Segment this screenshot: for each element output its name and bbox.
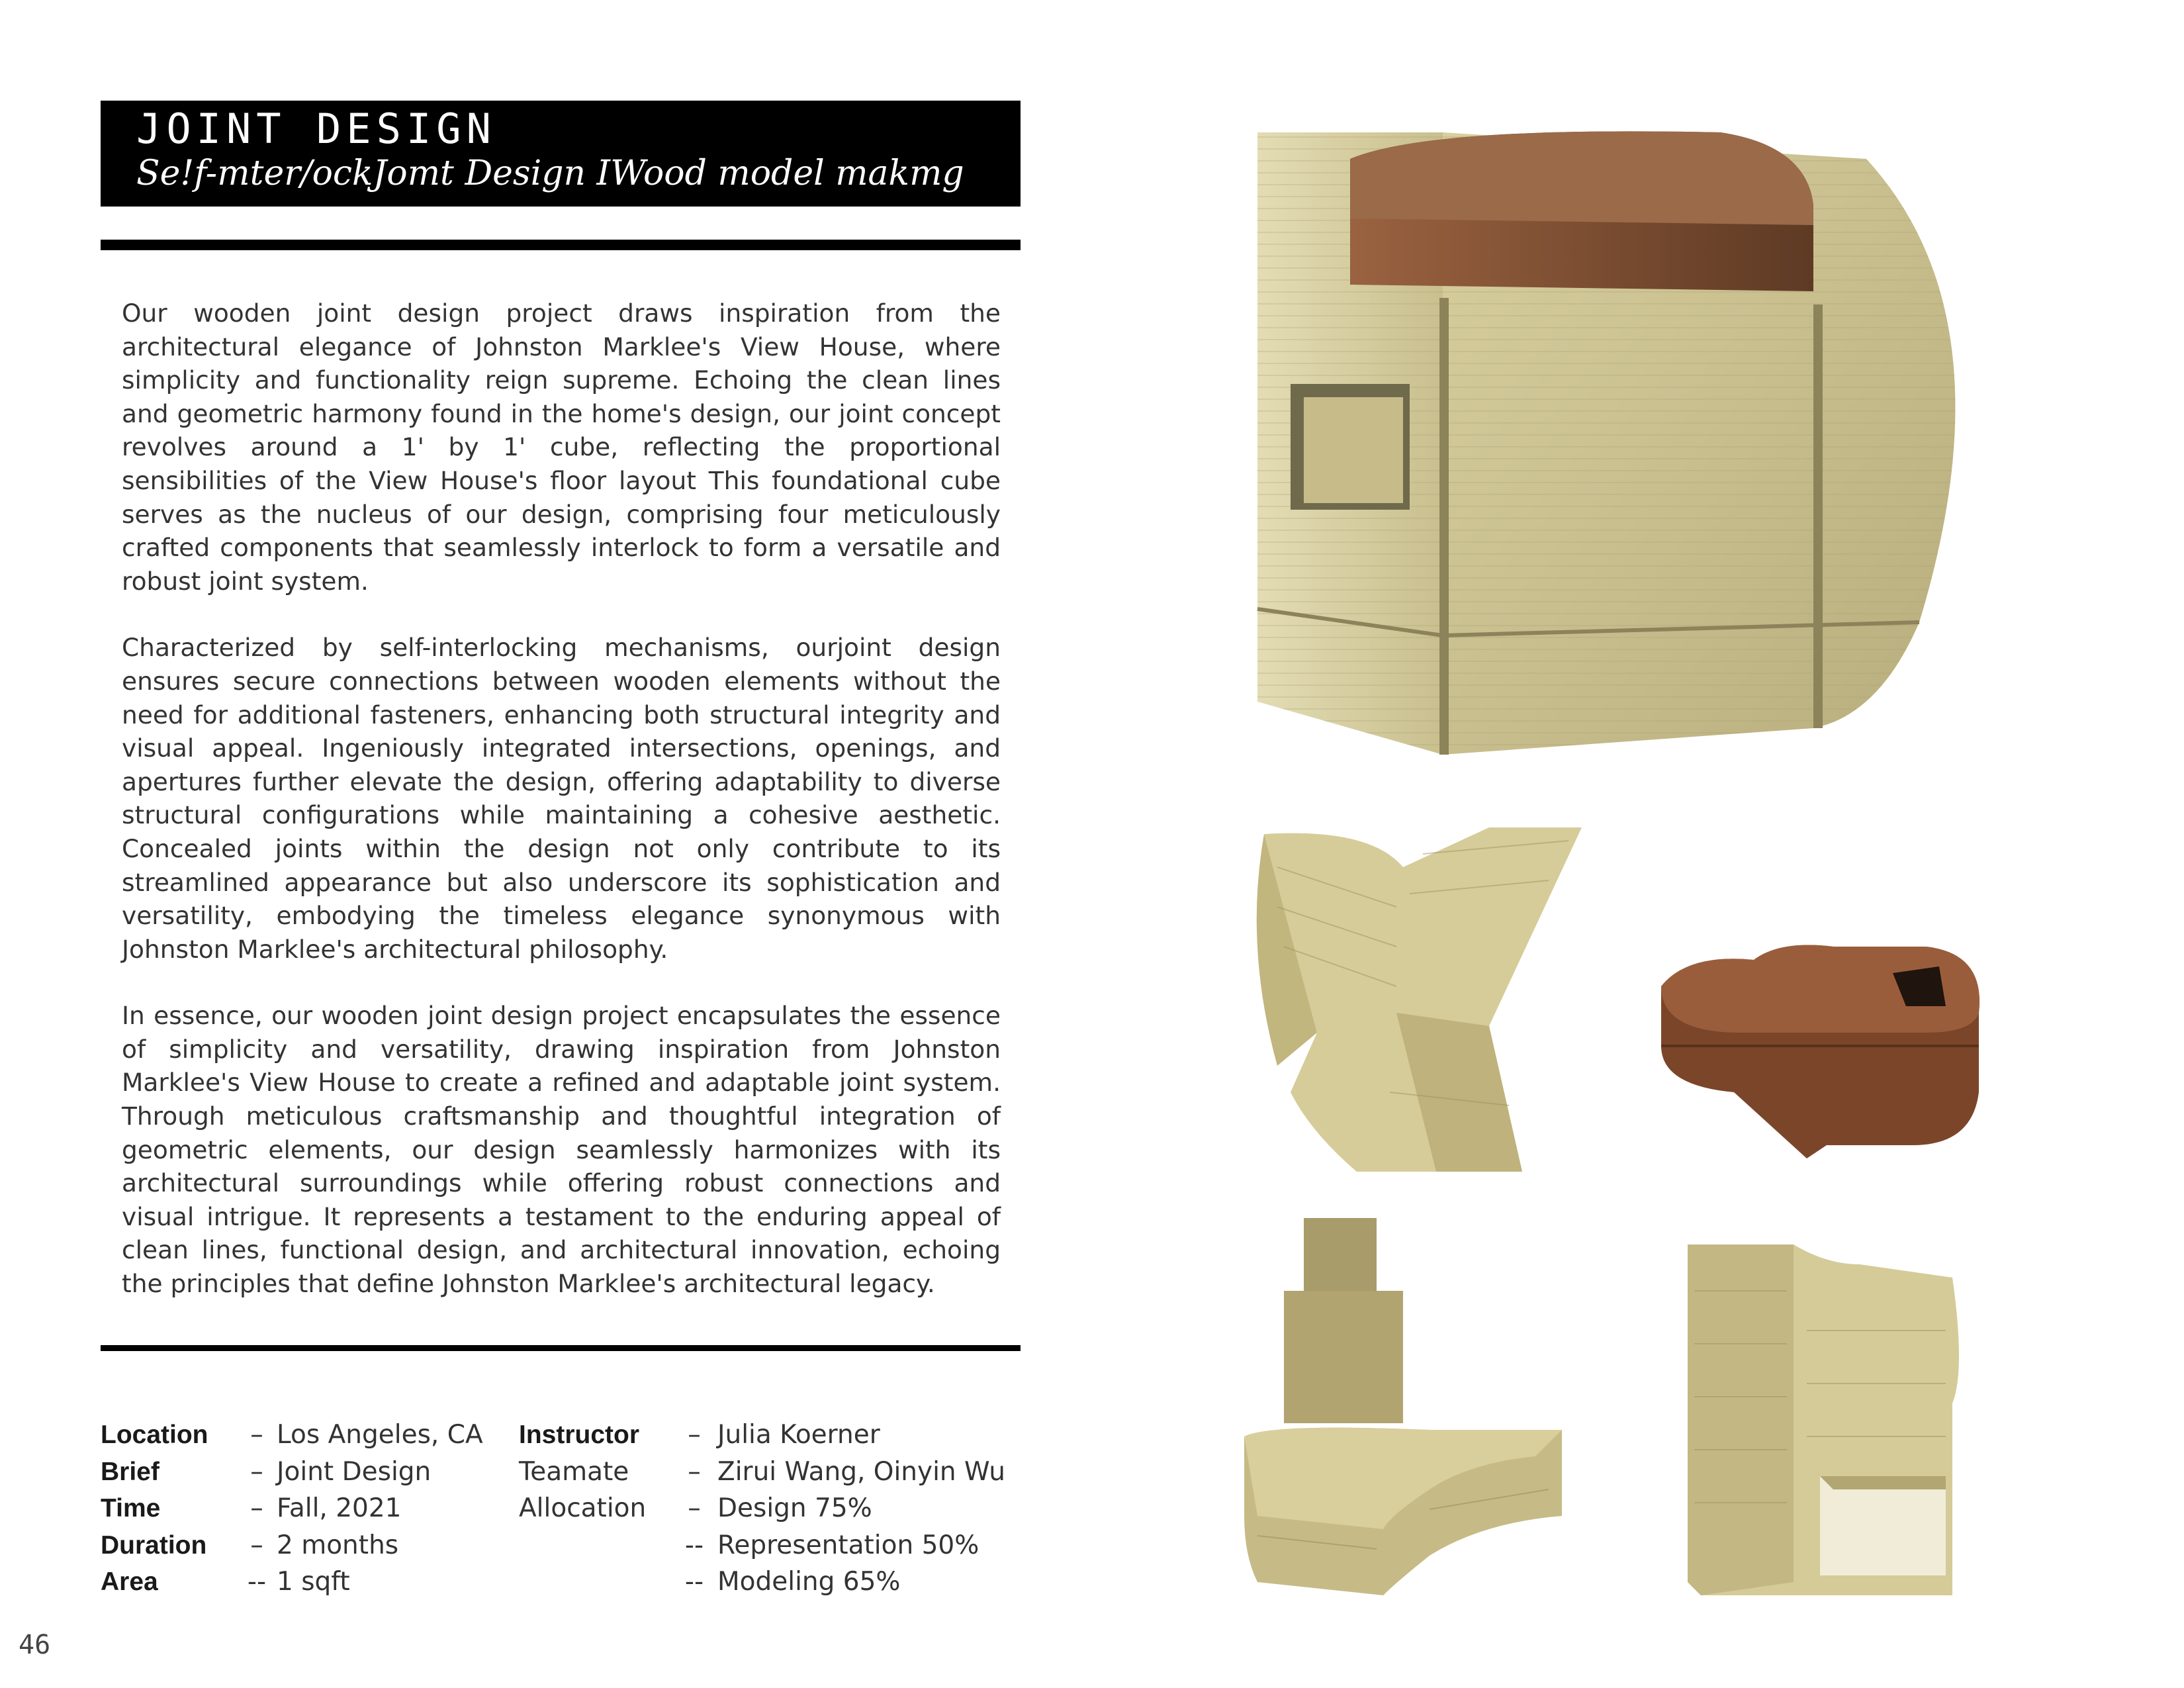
info-value: Representation 50% — [717, 1530, 979, 1560]
info-label: Instructor — [519, 1421, 640, 1449]
info-value: Joint Design — [277, 1456, 432, 1487]
info-dash: – — [688, 1420, 701, 1450]
info-dash: – — [688, 1456, 701, 1487]
info-label: Time — [101, 1494, 161, 1523]
info-label — [519, 1564, 671, 1601]
info-label: Location — [101, 1421, 208, 1449]
info-value: 1 sqft — [277, 1567, 350, 1597]
info-row-allocation — [519, 1490, 1005, 1527]
paragraph-3: In essence, our wooden joint design project encapsulates the essence of simplicity and versatility, drawing inspiration from Johnston Marklee's View House to create a refined and adaptable joint system. Through meticulous craftsmanship and thoughtful integration of geometric elements, our design seamlessly harmonizes with its architectural surroundings while offering robust connections and visual intrigue. It represents a testament to the enduring appeal of clean lines, functional design, and architectural innovation, echoing the principles that define Johnston Marklee's architectural legacy. — [122, 1001, 1001, 1299]
info-dash: – — [250, 1493, 263, 1523]
paragraph-1: Our wooden joint design project draws inspiration from the architectural elegance of Johnston Marklee's View House, where simplicity and functionality reign supreme. Echoing the clean lines and geometric harmony found in the home's design, our joint concept revolves around a 1' by 1' cube, reflecting the proportional sensibilities of the View House's floor layout This foundational cube serves as the nucleus of our design, comprising four meticulously crafted components that seamlessly interlock to form a versatile and robust joint system. — [122, 299, 1001, 596]
info-row-time — [101, 1490, 483, 1527]
info-row-modeling — [519, 1564, 1005, 1601]
info-row-brief — [101, 1454, 483, 1491]
info-dash: – — [250, 1530, 263, 1560]
project-info-left — [101, 1417, 483, 1601]
info-value: Design 75% — [717, 1493, 872, 1523]
bottom-divider — [101, 1345, 1021, 1351]
info-dash: – — [250, 1456, 263, 1487]
info-dash: -- — [247, 1567, 267, 1597]
info-row-representation — [519, 1527, 1005, 1564]
page-number: 46 — [19, 1630, 51, 1660]
paragraph-2: Characterized by self-interlocking mechanisms, ourjoint design ensures secure connections between wooden elements without the need for additional fasteners, enhancing both structural integrity and visual appeal. Ingeniously integrated intersections, openings, and apertures further elevate the design, offering adaptability to diverse structural configurations while maintaining a cohesive aesthetic. Concealed joints within the design not only contribute to its streamlined appearance but also underscore its sophistication and versatility, embodying the timeless elegance synonymous with Johnston Marklee's architectural philosophy. — [122, 633, 1001, 964]
info-label: Duration — [101, 1530, 207, 1560]
info-value: Los Angeles, CA — [277, 1420, 483, 1450]
info-value: Modeling 65% — [717, 1567, 901, 1597]
info-row-teamate — [519, 1454, 1005, 1491]
info-row-area — [101, 1564, 483, 1601]
page-subtitle: Se!f-mter/ockJomt Design IWood model makmg — [136, 154, 964, 193]
info-dash: – — [250, 1420, 263, 1450]
info-label: Allocation — [519, 1493, 647, 1523]
info-dash: -- — [684, 1530, 704, 1560]
info-value: Zirui Wang, Oinyin Wu — [717, 1456, 1005, 1487]
info-value: 2 months — [277, 1530, 399, 1560]
info-dash: -- — [684, 1567, 704, 1597]
info-dash: – — [688, 1493, 701, 1523]
photo-upright-piece — [1674, 1238, 1966, 1602]
info-row-location — [101, 1417, 483, 1454]
photo-walnut-piece — [1648, 933, 1992, 1165]
info-label — [519, 1527, 671, 1564]
info-label: Area — [101, 1568, 158, 1596]
project-description — [122, 297, 1001, 1334]
info-row-duration — [101, 1527, 483, 1564]
photo-interlocking-piece-tilted — [1238, 814, 1608, 1198]
photo-stepped-piece — [1231, 1211, 1575, 1595]
project-info-right — [519, 1417, 1005, 1601]
photo-assembled-joint-cube — [1244, 119, 2012, 794]
info-row-instructor — [519, 1417, 1005, 1454]
top-divider — [101, 240, 1021, 250]
info-label: Teamate — [519, 1456, 629, 1487]
info-value: Julia Koerner — [717, 1420, 880, 1450]
info-value: Fall, 2021 — [277, 1493, 402, 1523]
info-label: Brief — [101, 1457, 159, 1486]
page-title: JOINT DESIGN — [136, 105, 496, 153]
title-block — [101, 101, 1021, 207]
